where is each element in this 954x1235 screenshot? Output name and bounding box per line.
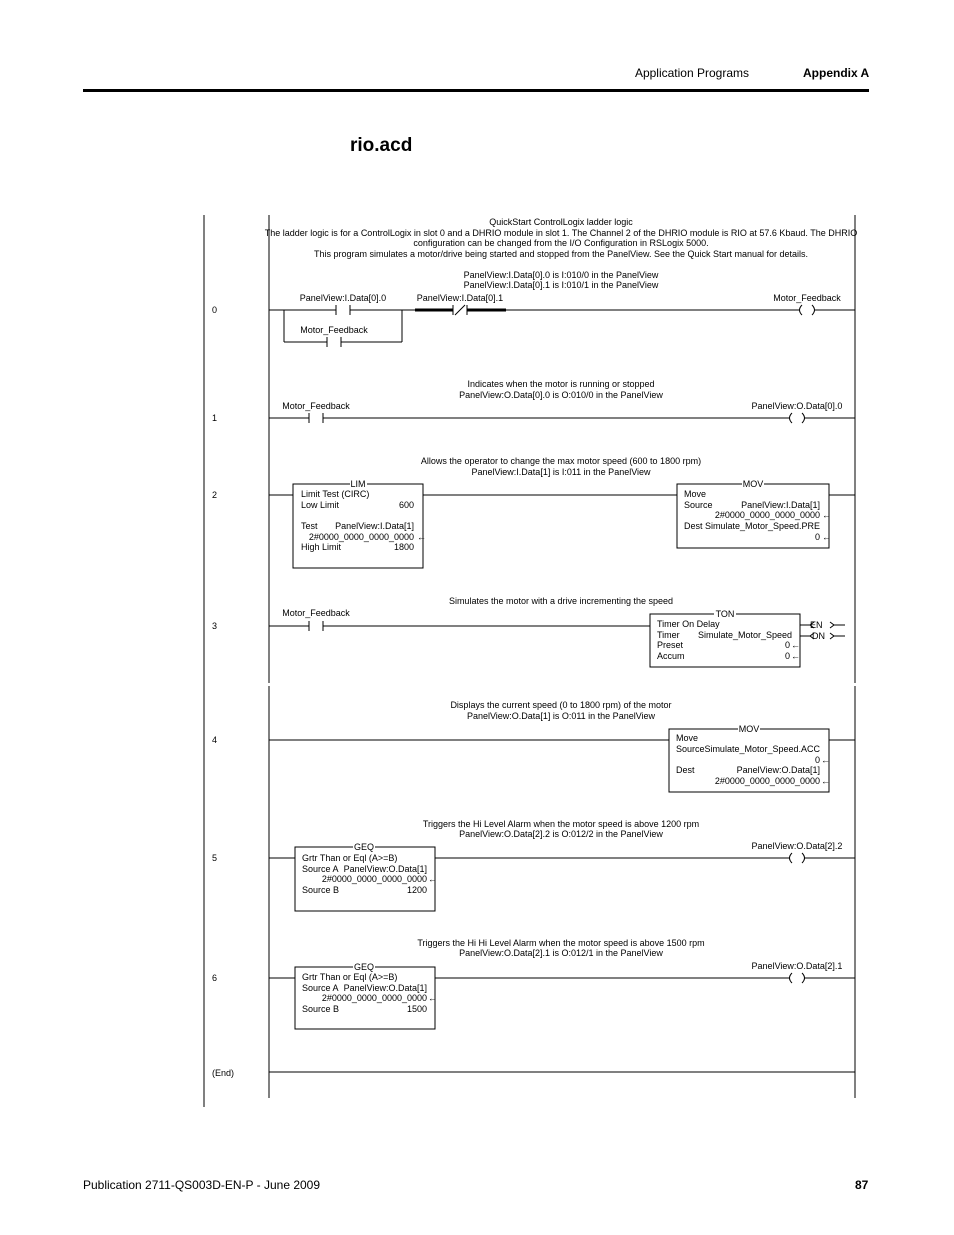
ote-coil[interactable] — [773, 293, 841, 315]
end-label: (End) — [212, 1068, 235, 1078]
page-title: rio.acd — [350, 135, 413, 156]
rung-number: 3 — [212, 621, 218, 631]
rung-comment-line: Triggers the Hi Hi Level Alarm when the motor speed is above 1500 rpm — [417, 938, 705, 948]
rung-number: 2 — [212, 490, 218, 500]
param-label: Preset — [657, 640, 684, 650]
rung-number: 4 — [212, 735, 218, 745]
ote-coil[interactable] — [752, 841, 843, 863]
param-value: 1200 — [406, 885, 427, 895]
param-value: 0 — [814, 532, 820, 542]
value-arrow-icon: ← — [428, 993, 437, 1003]
xic-contact[interactable] — [300, 293, 386, 315]
rung-comment-line: configuration can be changed from the I/O Configuration in RSLogix 5000. — [413, 238, 709, 248]
branch-xic-contact[interactable] — [300, 325, 368, 347]
footer-publication: Publication 2711-QS003D-EN-P - June 2009 — [83, 1178, 321, 1192]
rung-number: 1 — [212, 413, 218, 423]
mov-instruction[interactable] — [677, 479, 831, 548]
param-tag: PanelView:O.Data[1] — [343, 983, 427, 993]
instruction-name: GEQ — [353, 962, 375, 972]
param-label: Dest — [684, 521, 703, 531]
coil-tag: PanelView:O.Data[2].1 — [751, 961, 843, 971]
value-arrow-icon: ← — [428, 874, 437, 884]
rung-3[interactable] — [212, 596, 845, 667]
xic-contact[interactable] — [282, 608, 350, 631]
rung-comment-line: Triggers the Hi Level Alarm when the motor speed is above 1200 rpm — [422, 819, 700, 829]
param-tag: PanelView:O.Data[1] — [736, 765, 820, 775]
param-value: 1800 — [393, 542, 414, 552]
param-label: Timer — [657, 630, 680, 640]
rung-comment-line: PanelView:O.Data[1] is O:011 in the PanelView — [466, 711, 656, 721]
rung-comment-line: Displays the current speed (0 to 1800 rpm) of the motor — [450, 700, 672, 710]
param-label: Source B — [302, 1004, 340, 1014]
rung-comment-line: PanelView:I.Data[0].1 is I:010/1 in the PanelView — [463, 280, 659, 290]
param-label: Source B — [302, 885, 340, 895]
instruction-name: GEQ — [353, 842, 375, 852]
instruction-title: Grtr Than or Eql (A>=B) — [302, 853, 398, 863]
header-appendix: Appendix A — [803, 66, 870, 80]
contact-tag: PanelView:I.Data[0].0 — [299, 293, 387, 303]
param-tag: Simulate_Motor_Speed — [697, 630, 792, 640]
param-tag: Simulate_Motor_Speed.PRE — [704, 521, 820, 531]
coil-tag: Motor_Feedback — [773, 293, 841, 303]
param-label: Source A — [302, 983, 339, 993]
rung-number: 0 — [212, 305, 218, 315]
instruction-title: Grtr Than or Eql (A>=B) — [302, 972, 398, 982]
instruction-name: MOV — [742, 479, 764, 489]
ote-coil[interactable] — [752, 961, 843, 983]
rung-0[interactable] — [212, 217, 857, 347]
ton-en-output — [800, 620, 845, 630]
rung-comment-line: PanelView:I.Data[0].0 is I:010/0 in the PanelView — [463, 270, 659, 280]
rung-1[interactable] — [212, 379, 855, 423]
param-value: 2#0000_0000_0000_0000 — [308, 532, 414, 542]
param-value: 2#0000_0000_0000_0000 — [321, 993, 427, 1003]
en-label: EN — [810, 620, 823, 630]
value-arrow-icon: ← — [821, 755, 830, 765]
rung-comment-line: QuickStart ControlLogix ladder logic — [489, 217, 633, 227]
contact-tag: PanelView:I.Data[0].1 — [416, 293, 504, 303]
lim-instruction[interactable] — [293, 479, 426, 568]
rung-end[interactable] — [212, 1068, 855, 1078]
rung-number: 5 — [212, 853, 218, 863]
rung-comment-line: Simulates the motor with a drive incrementing the speed — [448, 596, 674, 606]
param-tag: PanelView:I.Data[1] — [741, 500, 820, 510]
rung-comment-line: This program simulates a motor/drive being started and stopped from the PanelView. See the Quick Start manual for details. — [313, 249, 809, 259]
param-label: Source — [676, 744, 705, 754]
param-label: Test — [301, 521, 318, 531]
header-section-name: Application Programs — [634, 66, 749, 80]
ton-dn-output — [800, 631, 845, 641]
geq-instruction[interactable] — [295, 962, 437, 1029]
param-label: Low Limit — [301, 500, 340, 510]
instruction-title: Move — [684, 489, 707, 499]
value-arrow-icon: ← — [417, 532, 426, 542]
contact-tag: Motor_Feedback — [300, 325, 368, 335]
value-arrow-icon: ← — [822, 510, 831, 520]
param-value: 0 — [784, 640, 790, 650]
value-arrow-icon: ← — [821, 776, 830, 786]
param-label: Dest — [676, 765, 695, 775]
param-label: Source A — [302, 864, 339, 874]
rung-comment-line: Allows the operator to change the max motor speed (600 to 1800 rpm) — [420, 456, 702, 466]
instruction-name: MOV — [738, 724, 760, 734]
geq-instruction[interactable] — [295, 842, 437, 911]
rung-comment-line: PanelView:I.Data[1] is I:011 in the PanelView — [471, 467, 651, 477]
value-arrow-icon: ← — [791, 640, 800, 650]
param-value: 2#0000_0000_0000_0000 — [321, 874, 427, 884]
rung-number: 6 — [212, 973, 218, 983]
instruction-title: Move — [676, 733, 699, 743]
param-value: 0 — [814, 755, 820, 765]
rung-5[interactable] — [212, 819, 855, 911]
rung-comment-line: The ladder logic is for a ControlLogix in slot 0 and a DHRIO module in slot 1. The Channel 2 of the DHRIO module is RIO at 57.6 Kbaud. The DHRIO — [264, 228, 858, 238]
param-value: 1500 — [406, 1004, 427, 1014]
param-label: High Limit — [301, 542, 342, 552]
ote-coil[interactable] — [752, 401, 843, 423]
value-arrow-icon: ← — [791, 651, 800, 661]
param-tag: PanelView:I.Data[1] — [335, 521, 414, 531]
param-tag: Simulate_Motor_Speed.ACC — [704, 744, 820, 754]
rung-comment-line: PanelView:O.Data[0].0 is O:010/0 in the PanelView — [459, 390, 663, 400]
instruction-name: TON — [715, 609, 735, 619]
coil-tag: PanelView:O.Data[2].2 — [751, 841, 843, 851]
instruction-name: LIM — [350, 479, 366, 489]
value-arrow-icon: ← — [822, 532, 831, 542]
param-tag: PanelView:O.Data[1] — [343, 864, 427, 874]
contact-tag: Motor_Feedback — [282, 401, 350, 411]
param-value: 600 — [398, 500, 414, 510]
xio-contact[interactable] — [415, 293, 506, 315]
footer-page-number: 87 — [855, 1178, 869, 1192]
rung-comment-line: Indicates when the motor is running or stopped — [467, 379, 655, 389]
rung-comment-line: PanelView:O.Data[2].1 is O:012/1 in the PanelView — [459, 948, 663, 958]
instruction-title: Limit Test (CIRC) — [301, 489, 370, 499]
param-value: 2#0000_0000_0000_0000 — [714, 510, 820, 520]
mov-instruction[interactable] — [669, 724, 830, 792]
instruction-title: Timer On Delay — [657, 619, 720, 629]
rung-4[interactable] — [212, 700, 855, 792]
rung-comment-line: PanelView:O.Data[2].2 is O:012/2 in the PanelView — [459, 829, 663, 839]
ton-instruction[interactable] — [650, 609, 800, 667]
param-value: 0 — [784, 651, 790, 661]
rung-2[interactable] — [212, 456, 855, 568]
param-label: Accum — [657, 651, 685, 661]
coil-tag: PanelView:O.Data[0].0 — [751, 401, 843, 411]
param-value: 2#0000_0000_0000_0000 — [714, 776, 820, 786]
xic-contact[interactable] — [282, 401, 350, 423]
dn-label: DN — [812, 631, 825, 641]
param-label: Source — [684, 500, 713, 510]
contact-tag: Motor_Feedback — [282, 608, 350, 618]
rung-6[interactable] — [212, 938, 855, 1029]
